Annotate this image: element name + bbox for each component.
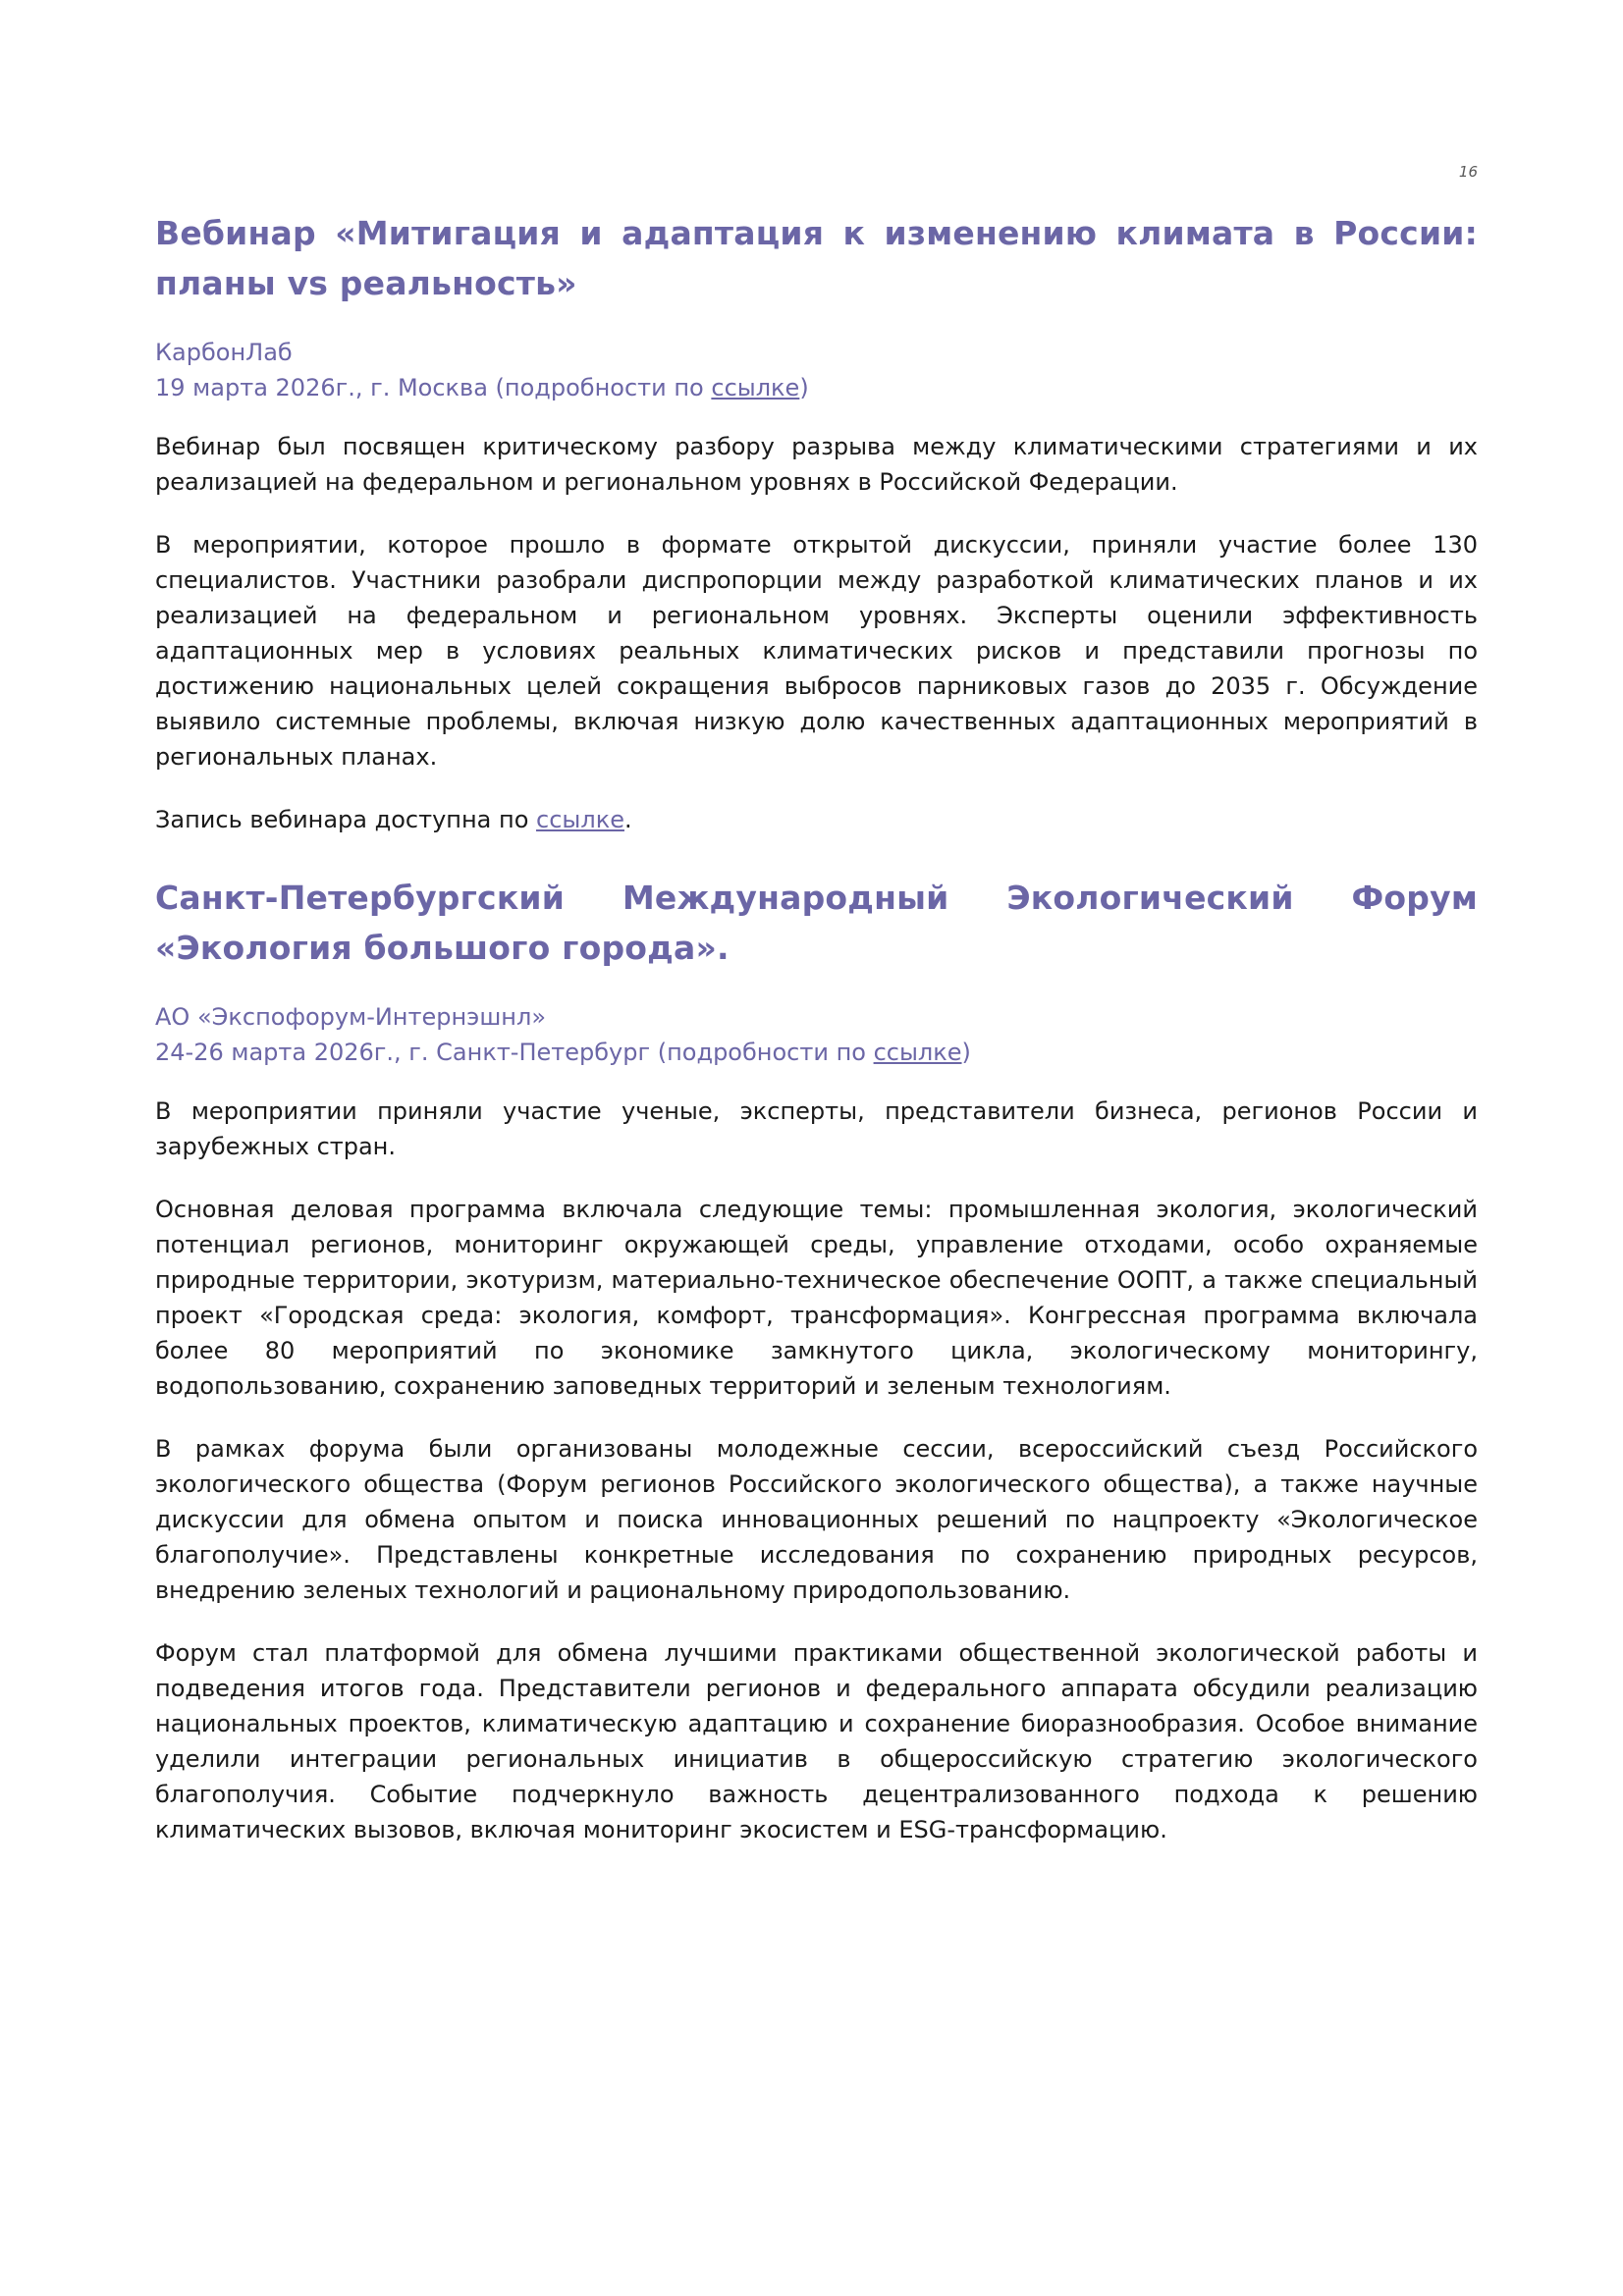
paragraph: В мероприятии, которое прошло в формате открытой дискуссии, приняли участие более 130 специалистов. Участники разобрали диспропорции между разработкой климатических планов и их реализацией на федеральном и региональном уровнях. Эксперты оценили эффективность адаптационных мер в условиях реальных климатических рисков и представили прогнозы по достижению национальных целей сокращения выбросов парниковых газов до 2035 г. Обсуждение выявило системные проблемы, включая низкую долю качественных адаптационных мероприятий в региональных планах. (155, 531, 1478, 771)
section-webinar (155, 208, 1478, 837)
meta-suffix: ) (799, 374, 809, 401)
details-link[interactable]: ссылке (873, 1039, 962, 1066)
document-body (155, 208, 1478, 1883)
paragraph: В рамках форума были организованы молодежные сессии, всероссийский съезд Российского экологического общества (Форум регионов Российского экологического общества), а также научные дискуссии для обмена опытом и поиска инновационных решений по нацпроекту «Экологическое благополучие». Представлены конкретные исследования по сохранению природных ресурсов, внедрению зеленых технологий и рациональному природопользованию. (155, 1435, 1478, 1604)
meta-suffix: ) (961, 1039, 971, 1066)
organizer: КарбонЛаб (155, 339, 293, 366)
organizer: АО «Экспофорум-Интернэшнл» (155, 1003, 547, 1031)
recording-note (155, 802, 1478, 837)
event-meta (155, 1035, 1478, 1070)
recording-suffix: . (623, 806, 632, 833)
paragraph: Форум стал платформой для обмена лучшими практиками общественной экологической работы и подведения итогов года. Представители регионов и федерального аппарата обсудили реализацию национальных проектов, климатическую адаптацию и сохранение биоразнообразия. Особое внимание уделили интеграции региональных инициатив в общероссийскую стратегию экологического благополучия. Событие подчеркнуло важность децентрализованного подхода к решению климатических вызовов, включая мониторинг экосистем и ESG-трансформацию. (155, 1639, 1478, 1843)
recording-text: Запись вебинара доступна по (155, 806, 537, 833)
paragraph: Вебинар был посвящен критическому разбору разрыва между климатическими стратегиями и их реализацией на федеральном и региональном уровнях в Российской Федерации. (155, 433, 1478, 496)
paragraph: В мероприятии приняли участие ученые, эксперты, представители бизнеса, регионов России и зарубежных стран. (155, 1097, 1478, 1160)
recording-link[interactable]: ссылке (536, 806, 624, 833)
section-title: Вебинар «Митигация и адаптация к изменению климата в России: планы vs реальность» (155, 214, 1478, 302)
event-date-place: 24-26 марта 2026г., г. Санкт-Петербург (подробности по (155, 1039, 874, 1066)
section-forum (155, 873, 1478, 1847)
event-meta (155, 370, 1478, 405)
section-title: Санкт-Петербургский Международный Экологический Форум «Экология большого города». (155, 879, 1478, 967)
page-number: 16 (1458, 163, 1478, 181)
paragraph: Основная деловая программа включала следующие темы: промышленная экология, экологический потенциал регионов, мониторинг окружающей среды, управление отходами, особо охраняемые природные территории, экотуризм, материально-техническое обеспечение ООПТ, а также специальный проект «Городская среда: экология, комфорт, трансформация». Конгрессная программа включала более 80 мероприятий по экономике замкнутого цикла, экологическому мониторингу, водопользованию, сохранению заповедных территорий и зеленым технологиям. (155, 1196, 1478, 1400)
event-date-place: 19 марта 2026г., г. Москва (подробности по (155, 374, 712, 401)
details-link[interactable]: ссылке (711, 374, 800, 401)
